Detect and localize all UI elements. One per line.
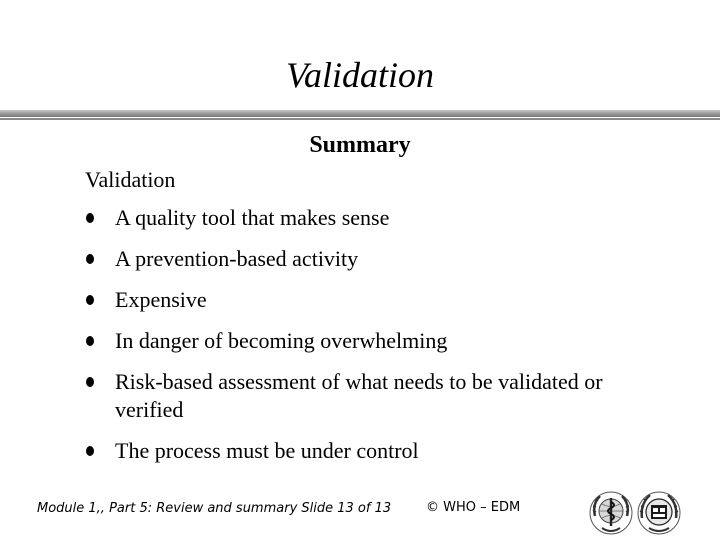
list-item — [85, 368, 665, 424]
bullet-text: A quality tool that makes sense — [115, 205, 390, 230]
who-emblem-icon — [588, 490, 634, 536]
list-item — [85, 286, 665, 314]
footer-module-label: Module 1,, Part 5: Review and summary Slide 13 of 13 — [37, 501, 392, 516]
title-divider-thin — [0, 118, 720, 120]
bullet-text: In danger of becoming overwhelming — [115, 328, 448, 353]
bullet-icon — [85, 245, 115, 273]
title-divider-thick — [0, 110, 720, 117]
bullet-icon — [85, 437, 115, 465]
bullet-icon — [85, 368, 115, 396]
list-item — [85, 437, 665, 465]
section-label: Validation — [85, 167, 176, 192]
bullet-icon — [85, 286, 115, 314]
bullet-list — [85, 204, 665, 478]
bullet-text: Risk-based assessment of what needs to be validated or verified — [115, 369, 603, 422]
bullet-text: The process must be under control — [115, 438, 419, 463]
bullet-icon — [85, 204, 115, 232]
title-divider — [0, 110, 720, 121]
bullet-icon — [85, 327, 115, 355]
list-item — [85, 245, 665, 273]
slide-subtitle: Summary — [309, 132, 411, 158]
list-item — [85, 204, 665, 232]
footer-copyright: © WHO – EDM — [426, 500, 521, 515]
bullet-text: A prevention-based activity — [115, 246, 359, 271]
bullet-text: Expensive — [115, 287, 207, 312]
list-item — [85, 327, 665, 355]
slide-title: Validation — [285, 55, 434, 95]
un-emblem-icon — [636, 490, 682, 536]
